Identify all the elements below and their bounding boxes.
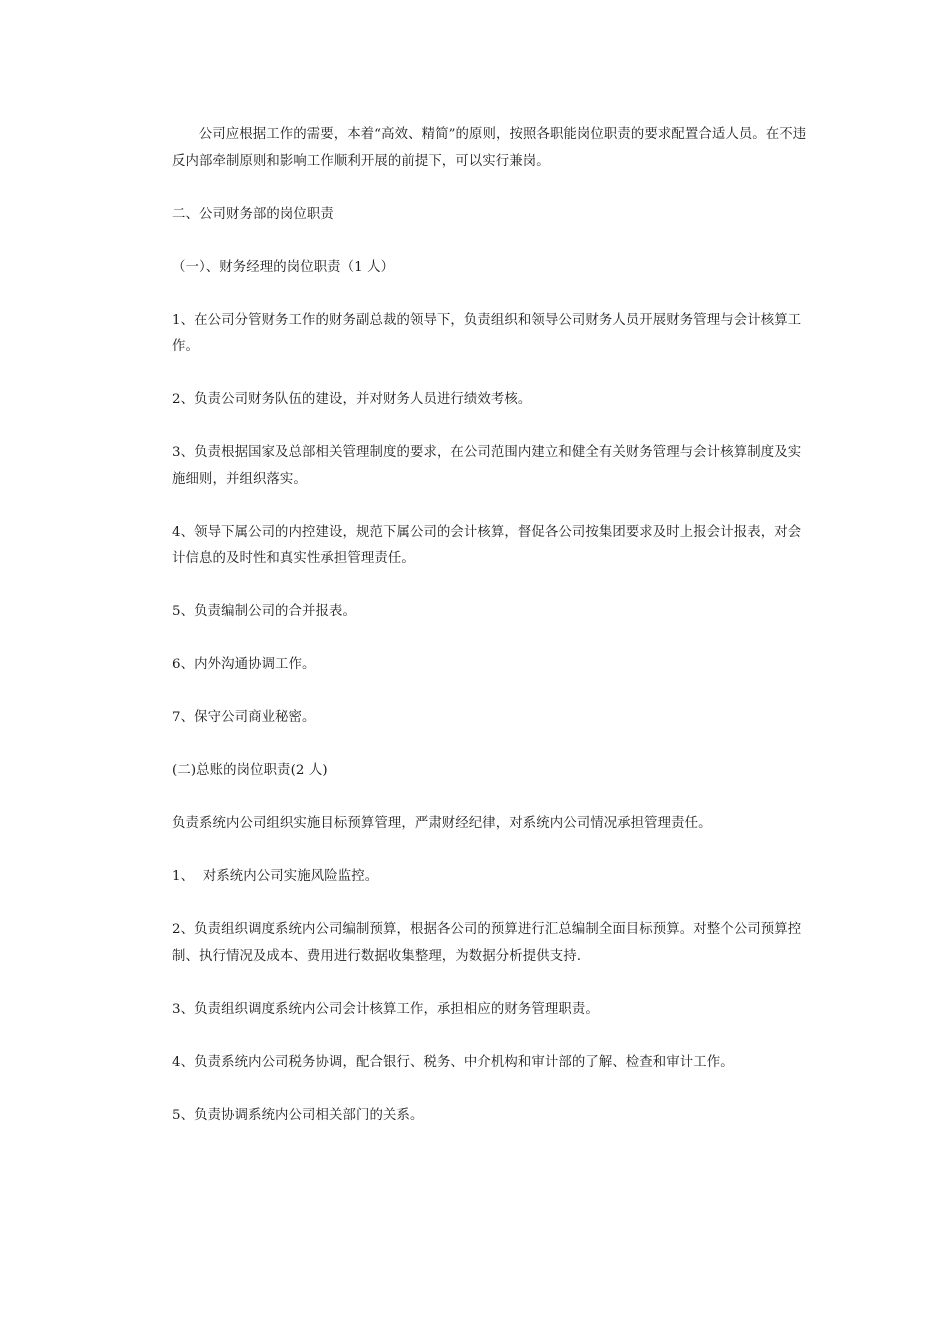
- list-item: 1、在公司分管财务工作的财务副总裁的领导下，负责组织和领导公司财务人员开展财务管理与会计核算工作。: [172, 312, 802, 354]
- list-item: 3、负责根据国家及总部相关管理制度的要求，在公司范围内建立和健全有关财务管理与会计核算制度及实施细则，并组织落实。: [172, 445, 802, 487]
- list-item: 5、负责协调系统内公司相关部门的关系。: [172, 1107, 424, 1123]
- section-heading: 二、公司财务部的岗位职责: [172, 206, 334, 222]
- body-paragraph: 负责系统内公司组织实施目标预算管理，严肃财经纪律，对系统内公司情况承担管理责任。: [172, 816, 712, 831]
- subsection-heading-finance-manager: （一）、财务经理的岗位职责（1 人）: [172, 259, 395, 275]
- document-body: [172, 122, 812, 1156]
- list-item: 3、负责组织调度系统内公司会计核算工作，承担相应的财务管理职责。: [172, 1001, 599, 1017]
- list-item: 2、负责组织调度系统内公司编制预算，根据各公司的预算进行汇总编制全面目标预算。对整个公司预算控制、执行情况及成本、费用进行数据收集整理，为数据分析提供支持.: [172, 922, 802, 964]
- list-item: 2、负责公司财务队伍的建设，并对财务人员进行绩效考核。: [172, 392, 532, 407]
- intro-paragraph: 公司应根据工作的需要，本着“高效、精简”的原则，按照各职能岗位职责的要求配置合适人员。在不违反内部牵制原则和影响工作顺利开展的前提下，可以实行兼岗。: [172, 127, 807, 169]
- list-item: 6、内外沟通协调工作。: [172, 657, 316, 672]
- list-item: 5、负责编制公司的合并报表。: [172, 604, 356, 619]
- list-item: 4、负责系统内公司税务协调，配合银行、税务、中介机构和审计部的了解、检查和审计工作。: [172, 1054, 734, 1070]
- subsection-heading-general-ledger: (二)总账的岗位职责(2 人): [172, 763, 328, 778]
- list-item: 4、领导下属公司的内控建设，规范下属公司的会计核算，督促各公司按集团要求及时上报会计报表，对会计信息的及时性和真实性承担管理责任。: [172, 524, 802, 566]
- list-item: 1、 对系统内公司实施风险监控。: [172, 869, 379, 884]
- list-item: 7、保守公司商业秘密。: [172, 710, 316, 725]
